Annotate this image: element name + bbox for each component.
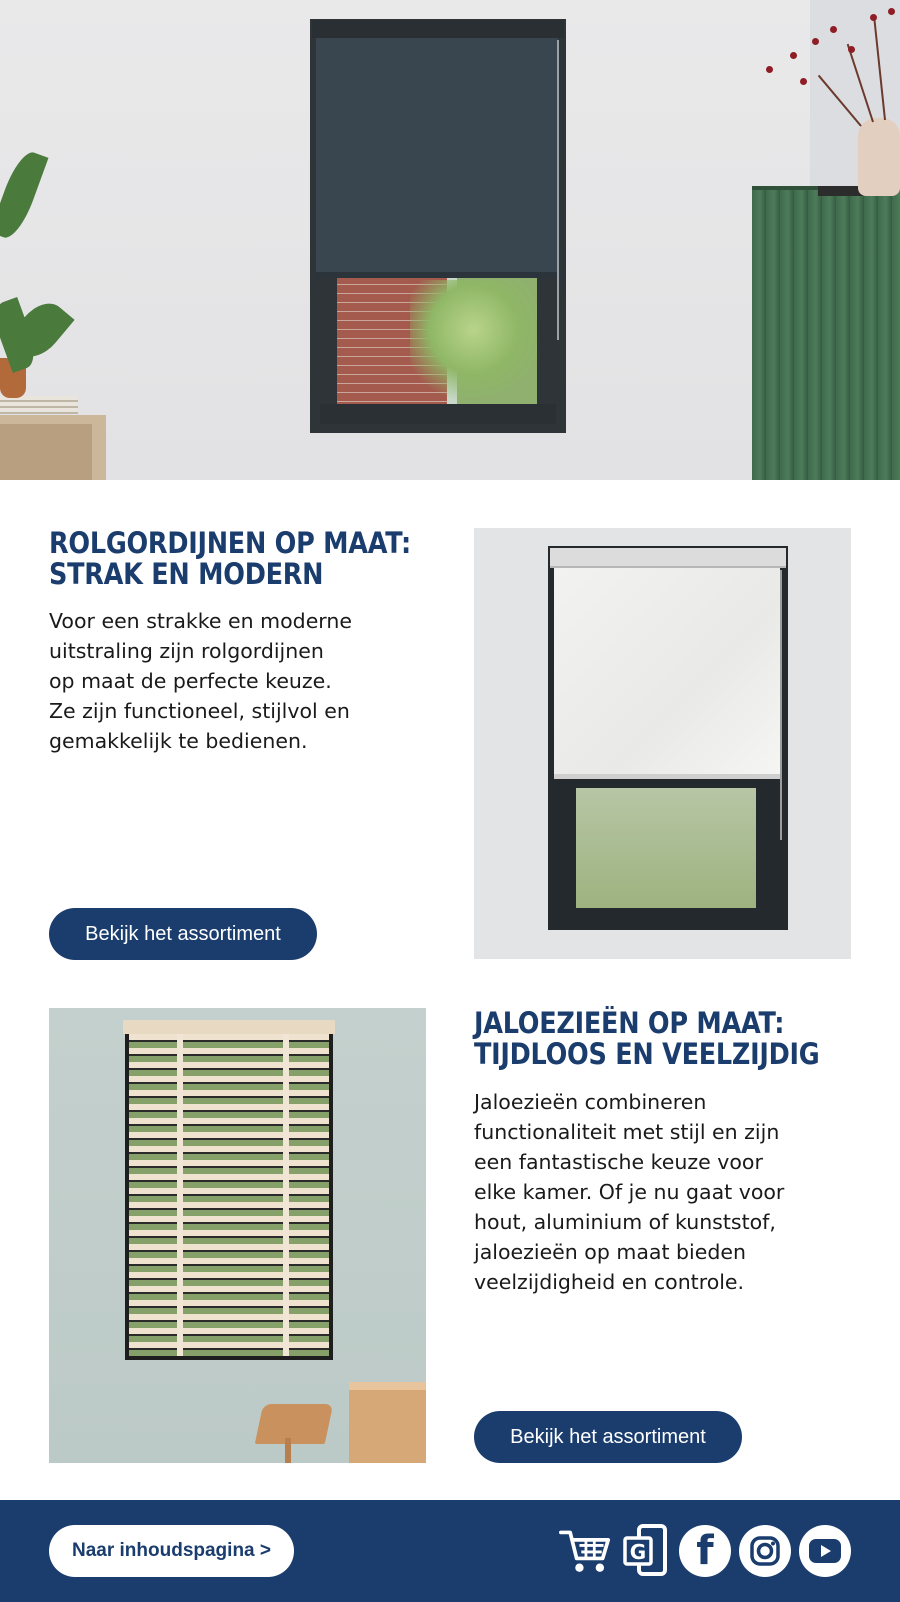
rolgordijn-product-image [474, 528, 851, 959]
facebook-icon[interactable] [679, 1525, 731, 1577]
jaloezie-table-top [349, 1382, 426, 1390]
jaloezie-chair [255, 1404, 334, 1444]
hero-berry [830, 26, 837, 33]
jaloezie-ladder-tape [283, 1034, 289, 1356]
body-line: een fantastische keuze voor [474, 1150, 763, 1174]
rolgordijnen-title-line1: ROLGORDIJNEN OP MAAT: [49, 526, 411, 560]
body-line: uitstraling zijn rolgordijnen [49, 639, 324, 663]
hero-leaf [0, 148, 48, 243]
hero-roller-cassette [312, 20, 564, 38]
rolgordijnen-assortiment-button[interactable]: Bekijk het assortiment [49, 908, 317, 960]
jaloezieen-body [474, 1087, 784, 1297]
hero-tree-view [410, 280, 537, 404]
app-letter: G [629, 1540, 647, 1564]
rolgordijn-white-shade [554, 568, 780, 776]
jaloezieen-title-line1: JALOEZIEËN OP MAAT: [474, 1006, 785, 1040]
hero-berry [766, 66, 773, 73]
hero-berry [848, 46, 855, 53]
hero-window-sill [320, 404, 556, 424]
body-line: gemakkelijk te bedienen. [49, 729, 308, 753]
hero-berry [790, 52, 797, 59]
body-line: elke kamer. Of je nu gaat voor [474, 1180, 785, 1204]
instagram-icon[interactable] [739, 1525, 791, 1577]
jaloezieen-assortiment-button[interactable]: Bekijk het assortiment [474, 1411, 742, 1463]
mobile-app-icon[interactable] [620, 1525, 672, 1577]
hero-roller-blind [316, 38, 558, 274]
jaloezieen-title-line2: TIJDLOOS EN VEELZIJDIG [474, 1037, 820, 1071]
hero-image [0, 0, 900, 480]
facebook-letter: f [696, 1528, 714, 1574]
contents-page-button[interactable]: Naar inhoudspagina > [49, 1525, 294, 1577]
hero-side-table-inner [0, 424, 92, 480]
rolgordijnen-body [49, 606, 352, 756]
jaloezie-headrail [123, 1020, 335, 1034]
body-line: Voor een strakke en moderne [49, 609, 352, 633]
jaloezie-ladder-tape [177, 1034, 183, 1356]
body-line: op maat de perfecte keuze. [49, 669, 332, 693]
body-line: functionaliteit met stijl en zijn [474, 1120, 780, 1144]
body-line: jaloezieën op maat bieden [474, 1240, 746, 1264]
hero-berry [888, 8, 895, 15]
youtube-icon[interactable] [799, 1525, 851, 1577]
hero-berry [800, 78, 807, 85]
hero-green-cabinet [752, 190, 900, 480]
rolgordijnen-title-line2: STRAK EN MODERN [49, 557, 324, 591]
hero-roller-bottom-bar [316, 272, 558, 278]
hero-berry [812, 38, 819, 45]
jaloezieen-title [474, 1008, 819, 1070]
footer-bar [0, 1500, 900, 1602]
rolgordijn-window-glass [576, 788, 756, 908]
rolgordijn-bottom-bar [554, 774, 780, 779]
hero-vase [858, 118, 900, 196]
rolgordijnen-title [49, 528, 411, 590]
shopping-cart-icon[interactable] [559, 1525, 611, 1577]
jaloezie-slats [129, 1034, 329, 1356]
jaloezie-table [349, 1382, 426, 1463]
hero-berry [870, 14, 877, 21]
rolgordijn-cassette [550, 548, 786, 568]
hero-roller-cord [557, 40, 559, 340]
jaloezie-chair-leg [285, 1438, 291, 1463]
jaloezie-product-image [49, 1008, 426, 1463]
body-line: Jaloezieën combineren [474, 1090, 707, 1114]
rolgordijn-cord [780, 570, 782, 840]
body-line: hout, aluminium of kunststof, [474, 1210, 776, 1234]
body-line: Ze zijn functioneel, stijlvol en [49, 699, 350, 723]
hero-books [0, 396, 78, 414]
body-line: veelzijdigheid en controle. [474, 1270, 745, 1294]
